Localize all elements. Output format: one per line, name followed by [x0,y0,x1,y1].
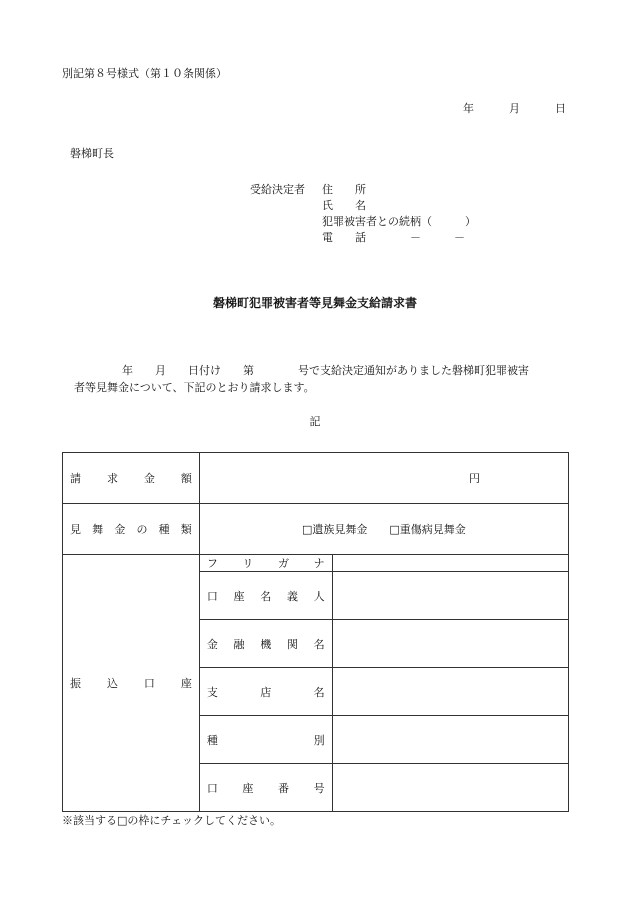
amount-row [63,453,569,504]
account-number-input[interactable] [332,764,568,812]
page-title: 磐梯町犯罪被害者等見舞金支給請求書 [212,296,417,310]
furigana-input[interactable] [332,555,568,572]
type-checkboxes[interactable]: □遺族見舞金 □重傷病見舞金 [302,523,466,536]
recipient-address: 住 所 [322,183,366,196]
account-type-input[interactable] [332,716,568,764]
type-row [63,504,569,555]
branch-name-input[interactable] [332,668,568,716]
date-month-label: 月 [509,102,520,115]
form-number: 別記第８号様式（第１０条関係） [62,67,227,80]
account-type-label: 種 別 [199,716,332,764]
amount-input[interactable] [199,453,568,504]
recipient-label: 受給決定者 [250,183,305,196]
addressee: 磐梯町長 [70,147,114,160]
bank-name-label: 金 融 機 関 名 [199,620,332,668]
account-row-furigana [63,555,569,572]
date-year-label: 年 [463,102,474,115]
recipient-phone: 電 話 － － [322,231,465,244]
body-text-line-2: 者等見舞金について、下記のとおり請求します。 [74,381,315,394]
type-options[interactable] [199,504,568,555]
footnote: ※該当する□の枠にチェックしてください。 [62,814,282,827]
type-label: 見 舞 金 の 種 類 [63,504,200,555]
ki-heading: 記 [309,415,321,428]
amount-unit: 円 [469,472,480,485]
account-holder-label: 口 座 名 義 人 [199,572,332,620]
furigana-label: フ リ ガ ナ [199,555,332,572]
request-form-table [62,452,569,812]
account-holder-input[interactable] [332,572,568,620]
account-label: 振 込 口 座 [63,555,200,812]
date-day-label: 日 [555,102,566,115]
body-text-line-1: 年 月 日付け 第 号で支給決定通知がありました磐梯町犯罪被害 [122,364,529,377]
recipient-relationship: 犯罪被害者との続柄（ ） [322,215,476,228]
bank-name-input[interactable] [332,620,568,668]
branch-name-label: 支 店 名 [199,668,332,716]
amount-label: 請 求 金 額 [63,453,200,504]
recipient-name: 氏 名 [322,199,366,212]
date-line [463,100,566,116]
account-number-label: 口 座 番 号 [199,764,332,812]
